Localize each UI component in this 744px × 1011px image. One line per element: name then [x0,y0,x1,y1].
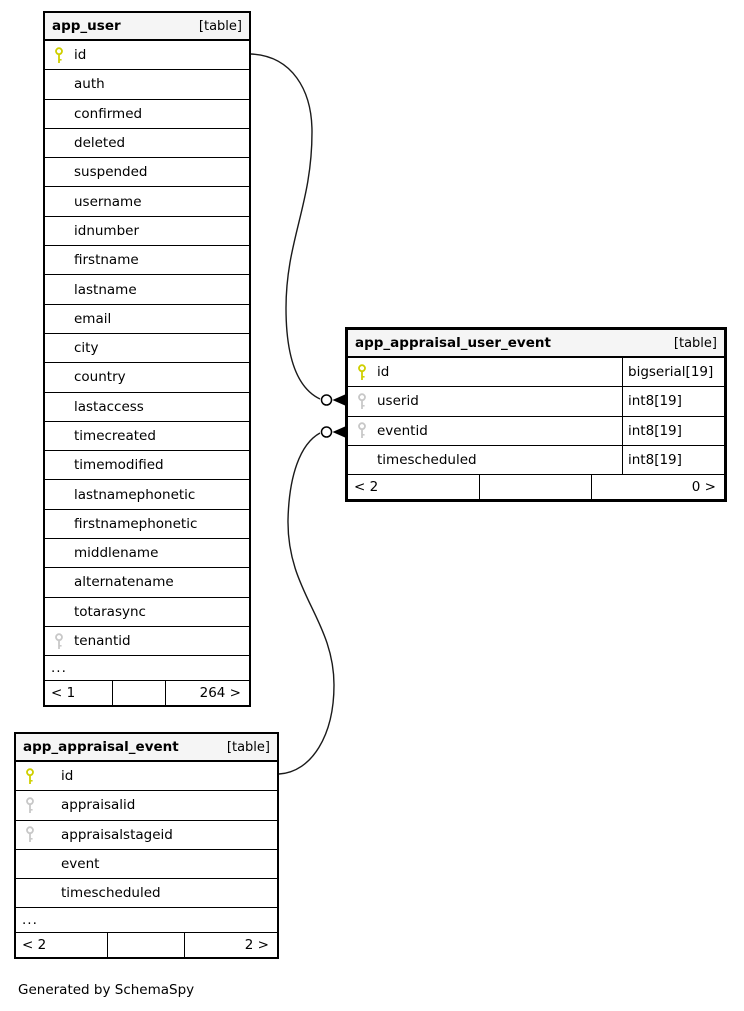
table-title: app_appraisal_user_event [355,335,551,351]
table-row [45,510,249,539]
table-row [45,158,249,187]
table-row [45,275,249,304]
footer-children-count: < 1 [51,685,76,702]
column-name: confirmed [74,105,143,122]
table-row [16,879,277,908]
column-name: lastnamephonetic [74,486,196,503]
column-name: lastname [74,281,137,298]
more-columns-ellipsis: ... [16,908,277,933]
column-name: tenantid [74,633,131,650]
generated-by-caption: Generated by SchemaSpy [18,982,195,998]
table-row [45,451,249,480]
column-type: bigserial[19] [622,358,724,386]
column-name: lastaccess [74,398,144,415]
column-name: userid [377,393,419,410]
footer-middle-cell [112,681,164,705]
column-name: timescheduled [377,452,477,469]
column-name: firstname [74,252,139,269]
table-row [348,387,724,416]
relationship-line-appuser-id-to-userid [251,54,320,399]
column-name: username [74,193,142,210]
column-name: appraisalid [61,797,136,814]
relationship-circle-userid [322,395,332,405]
table-badge: [table] [673,335,717,351]
table-title: app_user [52,18,121,34]
column-type: int8[19] [622,417,724,445]
table-header-app-appraisal-event[interactable] [16,734,277,762]
relationship-arrowhead-eventid [333,427,346,438]
column-name: event [61,856,100,873]
table-footer [348,475,724,499]
table-badge: [table] [198,18,242,34]
relationship-arrowhead-userid [333,395,346,406]
table-row [16,762,277,791]
table-row [45,41,249,70]
table-row [45,187,249,216]
table-row [45,480,249,509]
column-type: int8[19] [622,446,724,474]
relationship-circle-eventid [322,427,332,437]
column-name: eventid [377,422,428,439]
table-row [16,821,277,850]
table-title: app_appraisal_event [23,739,179,755]
table-row [45,422,249,451]
foreign-key-icon [24,797,36,814]
column-name: totarasync [74,603,146,620]
table-badge: [table] [226,739,270,755]
column-name: auth [74,76,105,93]
column-name: country [74,369,126,386]
table-row [45,100,249,129]
table-row [45,246,249,275]
footer-rows-count: 2 > [184,933,277,957]
column-name: timecreated [74,428,156,444]
column-type: int8[19] [622,387,724,415]
column-name: timemodified [74,457,164,474]
table-row [45,129,249,158]
table-row [45,393,249,422]
table-footer [45,681,249,705]
primary-key-icon [53,47,65,64]
foreign-key-icon [356,393,368,410]
footer-middle-cell [479,475,591,499]
table-header-app-user[interactable] [45,13,249,41]
footer-children-count: < 2 [22,937,47,954]
table-row [45,334,249,363]
table-row [45,568,249,597]
column-name: deleted [74,135,126,152]
footer-rows-count: 0 > [591,475,724,499]
foreign-key-icon [356,422,368,439]
table-row [348,417,724,446]
primary-key-icon [356,364,368,381]
table-row [16,850,277,879]
table-row [45,217,249,246]
table-node-app-appraisal-user-event[interactable] [345,327,727,502]
table-row [348,358,724,387]
footer-rows-count: 264 > [165,681,249,705]
table-footer [16,933,277,957]
relationship-line-appraisalevent-id-to-eventid [279,433,334,774]
table-node-app-user[interactable] [43,11,251,707]
primary-key-icon [24,768,36,785]
table-row [45,363,249,392]
column-name: id [61,768,74,785]
table-row [45,539,249,568]
column-name: idnumber [74,222,140,239]
table-row [45,305,249,334]
foreign-key-icon [53,633,65,650]
column-name: suspended [74,164,148,181]
table-header-app-appraisal-user-event[interactable] [348,330,724,358]
column-name: appraisalstageid [61,826,173,843]
foreign-key-icon [24,826,36,843]
column-name: city [74,340,99,357]
table-row [45,70,249,99]
column-name: middlename [74,545,159,562]
table-row [45,598,249,627]
table-row [16,791,277,820]
column-name: timescheduled [61,885,161,902]
footer-children-count: < 2 [354,479,379,496]
column-name: alternatename [74,574,174,591]
column-name: id [74,47,87,64]
table-node-app-appraisal-event[interactable] [14,732,279,959]
footer-middle-cell [107,933,183,957]
table-row [348,446,724,475]
table-row [45,627,249,656]
more-columns-ellipsis: ... [45,656,249,681]
column-name: firstnamephonetic [74,515,198,532]
column-name: email [74,310,112,327]
column-name: id [377,364,390,381]
